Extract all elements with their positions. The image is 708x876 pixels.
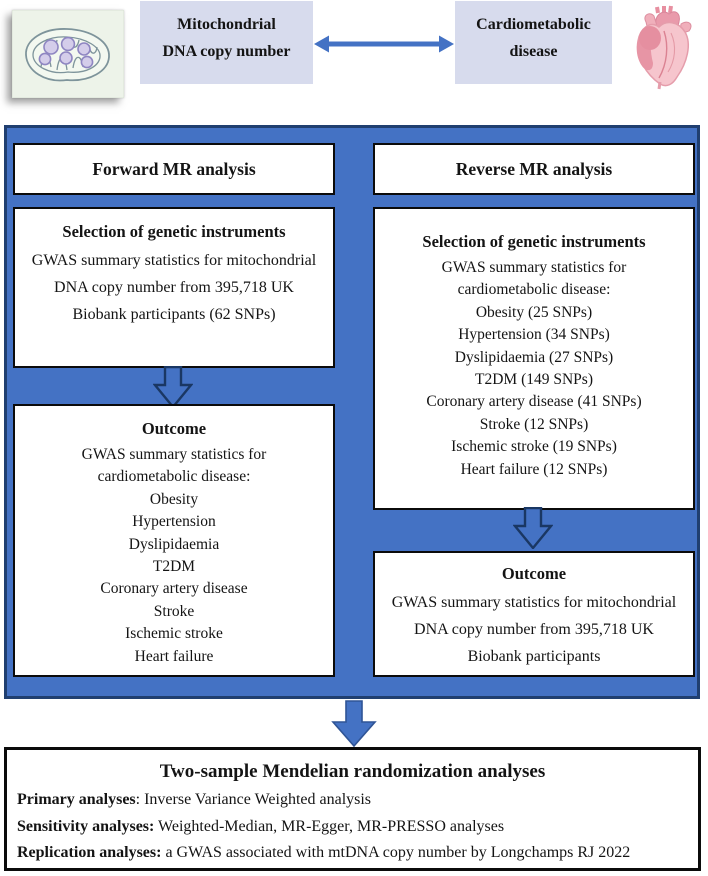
replication-analyses-label: Replication analyses: — [17, 844, 162, 861]
forward-outcome-item: T2DM — [152, 558, 196, 576]
disease-box — [455, 1, 612, 84]
reverse-selection-box — [373, 207, 695, 510]
mitochondrion-drawing — [12, 10, 124, 98]
mitochondrion-icon — [12, 10, 124, 98]
exposure-line1: Mitochondrial — [177, 16, 276, 33]
sensitivity-analyses-line — [17, 814, 688, 841]
forward-mr-header — [13, 143, 335, 195]
reverse-selection-intro: GWAS summary statistics for cardiometabolic disease: — [441, 259, 627, 299]
replication-analyses-line — [17, 840, 688, 867]
exposure-line2: DNA copy number — [162, 43, 291, 60]
primary-analyses-label: Primary analyses — [17, 791, 136, 808]
forward-outcome-item: Coronary artery disease — [100, 580, 248, 598]
forward-outcome-item: Ischemic stroke — [125, 625, 223, 643]
forward-selection-body: GWAS summary statistics for mitochondrial DNA copy number from 395,718 UK Biobank participants (62 SNPs) — [31, 252, 317, 323]
summary-box — [4, 747, 701, 871]
forward-selection-heading: Selection of genetic instruments — [62, 222, 286, 241]
heart-drawing — [626, 4, 700, 92]
forward-down-arrow-icon — [153, 366, 193, 408]
forward-outcome-item: Obesity — [149, 490, 199, 508]
disease-line2: disease — [509, 43, 558, 60]
reverse-selection-item: Obesity (25 SNPs) — [475, 303, 593, 321]
reverse-selection-item: Coronary artery disease (41 SNPs) — [426, 393, 642, 411]
reverse-outcome-heading: Outcome — [501, 564, 567, 583]
forward-mr-title: Forward MR analysis — [92, 158, 256, 179]
sensitivity-analyses-label: Sensitivity analyses: — [17, 817, 155, 835]
summary-title: Two-sample Mendelian randomization analyses — [159, 761, 546, 782]
reverse-down-arrow-icon — [513, 507, 553, 549]
summary-down-arrow-icon — [331, 700, 377, 747]
reverse-selection-item: Hypertension (34 SNPs) — [458, 326, 610, 344]
forward-selection-box — [13, 207, 335, 368]
forward-outcome-item: Stroke — [153, 602, 195, 620]
reverse-mr-title: Reverse MR analysis — [455, 158, 613, 179]
primary-analyses-text: : Inverse Variance Weighted analysis — [135, 791, 372, 808]
reverse-outcome-body: GWAS summary statistics for mitochondrial DNA copy number from 395,718 UK Biobank participants — [391, 594, 677, 665]
double-headed-arrow-icon — [314, 33, 454, 55]
reverse-selection-item: Heart failure (12 SNPs) — [460, 460, 608, 478]
forward-outcome-item: Hypertension — [132, 513, 216, 531]
disease-line1: Cardiometabolic — [476, 16, 591, 33]
reverse-selection-item: T2DM (149 SNPs) — [475, 371, 593, 389]
reverse-selection-item: Dyslipidaemia (27 SNPs) — [454, 348, 614, 366]
sensitivity-analyses-text: Weighted-Median, MR-Egger, MR-PRESSO analyses — [154, 817, 505, 835]
forward-outcome-item: Dyslipidaemia — [128, 535, 220, 553]
reverse-selection-item: Ischemic stroke (19 SNPs) — [451, 438, 617, 456]
exposure-box — [140, 1, 313, 84]
reverse-outcome-box — [373, 551, 695, 677]
reverse-selection-heading: Selection of genetic instruments — [422, 232, 646, 251]
forward-outcome-intro: GWAS summary statistics for cardiometabolic disease: — [81, 446, 267, 486]
primary-analyses-line — [17, 787, 688, 814]
heart-icon — [626, 4, 700, 92]
reverse-mr-header — [373, 143, 695, 195]
forward-outcome-item: Heart failure — [134, 647, 214, 665]
replication-analyses-text: a GWAS associated with mtDNA copy number by Longchamps RJ 2022 — [161, 844, 631, 861]
forward-outcome-heading: Outcome — [141, 419, 207, 438]
forward-outcome-box — [13, 404, 335, 677]
reverse-selection-item: Stroke (12 SNPs) — [479, 415, 589, 433]
